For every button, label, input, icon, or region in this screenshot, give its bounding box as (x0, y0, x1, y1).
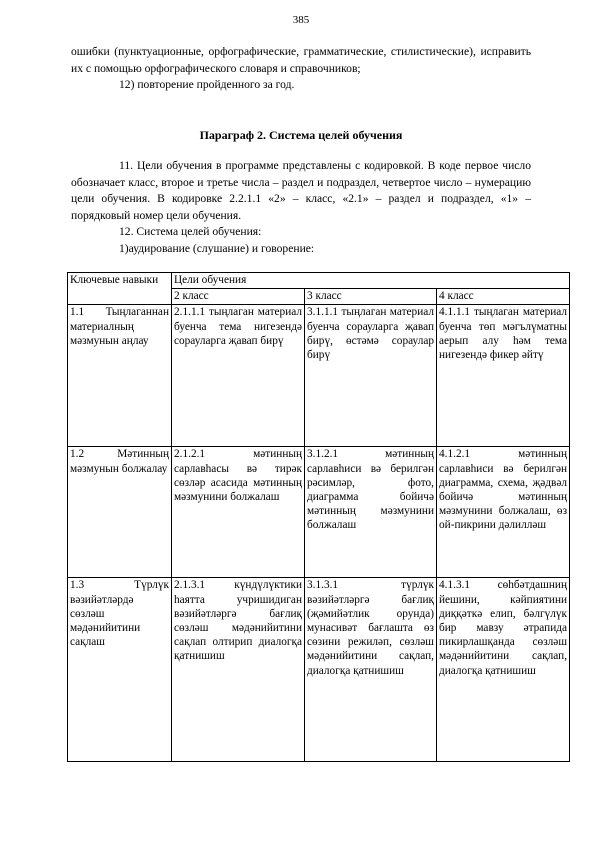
goal-cell: 2.1.2.1 мәтинның сарлавһасы вә тирәк сөзләр асасида мәтинның мәзмунини болжалаш (172, 447, 305, 578)
section-title: Параграф 2. Система целей обучения (199, 128, 403, 142)
skill-cell: 1.3 Түрлүк вәзийәтләрдә сөзләш мәдәнийитини сақлаш (68, 578, 172, 762)
goal-cell: 3.1.1.1 тыңлаган материал буенча сорауларга җавап бирү, өстәмә сораулар бирү (305, 305, 437, 447)
learning-goals-table (67, 272, 570, 762)
table-row (68, 305, 570, 447)
goal-cell: 2.1.3.1 күндүлүктики һаятта учришидиган вәзийәтләргә бағлиқ сөзләш мәдәнийитини сақлап олтирип диалогқа қатнишиш (172, 578, 305, 762)
grade-header: 4 класс (437, 289, 570, 305)
paragraph-11: 11. Цели обучения в программе представлены с кодировкой. В коде первое число обозначает класс, второе и третье числа – раздел и подраздел, четвертое число – нумерацию цели обучения. В кодировке 2.2.1.1 «2» – класс, «2.1» – раздел и подраздел, «1» – порядковый номер цели обучения. (71, 159, 531, 222)
header-skills: Ключевые навыки (68, 273, 172, 305)
skill-cell: 1.1 Тыңлаганнан материалның мәзмунын аңлау (68, 305, 172, 447)
goal-cell: 3.1.3.1 түрлүк вәзийәтләргә бағлиқ (җәмийәтлик орунда) мунасивәт бағлаштa өз сөзини режиләп, сөзләш мәдәнийитини сақлап, диалогқа қатнишиш (305, 578, 437, 762)
skill-cell: 1.2 Мәтинның мәзмунын болжалау (68, 447, 172, 578)
goal-cell: 4.1.2.1 мәтинның сарлавһиси вә берилгән диаграмма, схема, җәдвәл бойичә мәтинның мәзмунини болжалаш, өз ой-пикрини дәлилләш (437, 447, 570, 578)
grade-header: 3 класс (305, 289, 437, 305)
body-block (71, 158, 531, 257)
page-number: 385 (292, 14, 310, 26)
goal-cell: 2.1.1.1 тыңлаган материал буенча тема нигезендә сорауларга җавап бирү (172, 305, 305, 447)
table-row (68, 578, 570, 762)
goal-cell: 4.1.3.1 сөһбәтдашниң йешини, кәйпиятини диққәткә елип, бәлгүлүк бир мавзу әтрапида пикирлашқанда сөзләш мәдәнийитини сақлап, диалогқа қатнишиш (437, 578, 570, 762)
intro-block (71, 44, 531, 94)
grade-header: 2 класс (172, 289, 305, 305)
goal-cell: 4.1.1.1 тыңлаган материал буенча төп мәгълүматны аерып алу һәм тема нигезендә фикер әйтү (437, 305, 570, 447)
paragraph-12: 12. Система целей обучения: (119, 225, 262, 238)
goal-cell: 3.1.2.1 мәтинның сарлавһиси вә берилгән рәсимләр, фото, диаграмма бойичә мәтинның мәзмунини болжалаш (305, 447, 437, 578)
header-goals: Цели обучения (172, 273, 570, 289)
intro-line: ошибки (пунктуационные, орфографические, грамматические, стилистические), исправить их с помощью орфографического словаря и справочников; (71, 45, 531, 75)
subheading: 1)аудирование (слушание) и говорение: (119, 241, 315, 255)
intro-item-12: 12) повторение пройденного за год. (119, 78, 295, 91)
table-row (68, 447, 570, 578)
